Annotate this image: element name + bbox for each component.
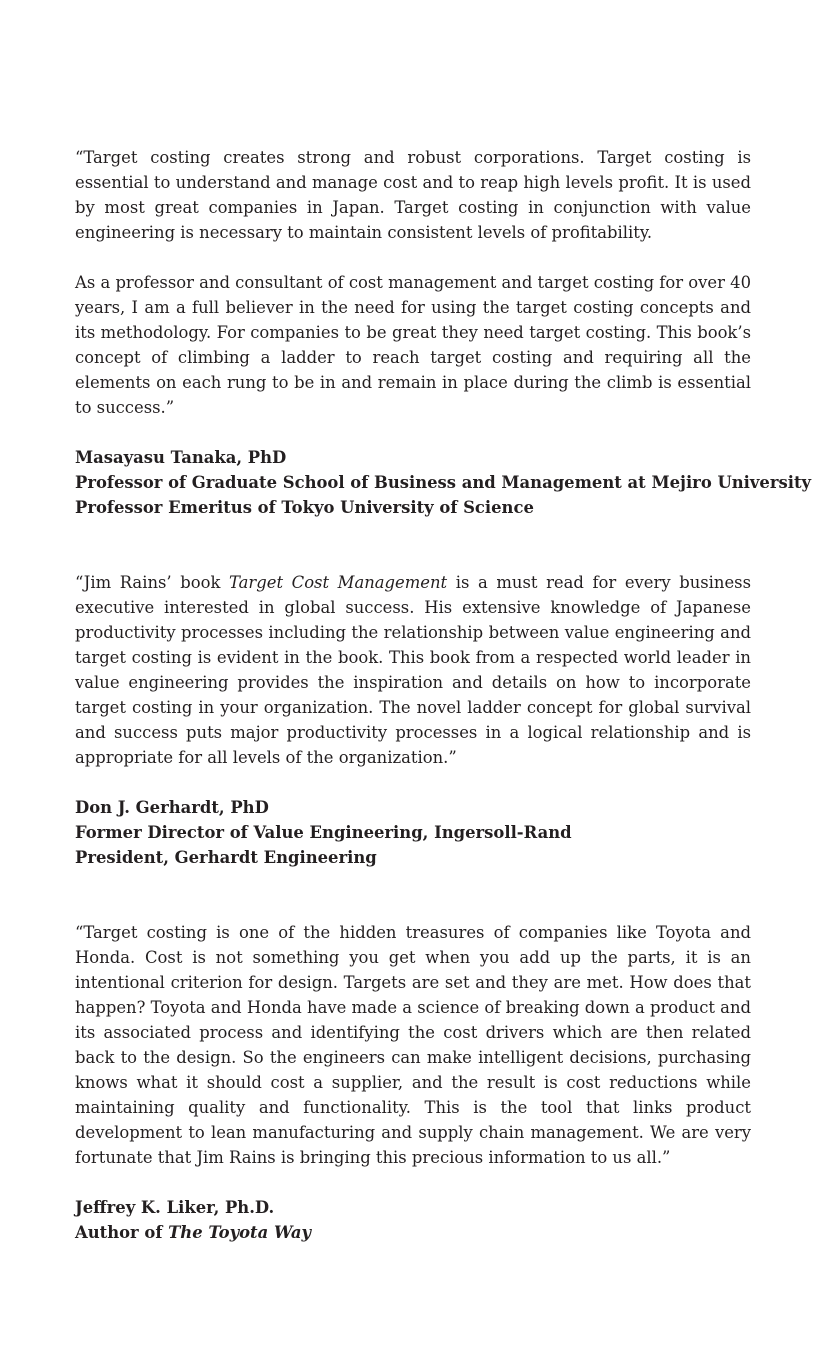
endorser-title: Professor of Graduate School of Business and Management at Mejiro University bbox=[75, 473, 812, 492]
endorser-name: Jeffrey K. Liker, Ph.D. bbox=[75, 1198, 275, 1217]
endorser-title bbox=[75, 1220, 751, 1245]
endorser-name: Masayasu Tanaka, PhD bbox=[75, 448, 287, 467]
endorsement-liker bbox=[75, 920, 751, 1245]
book-title: Target Cost Management bbox=[229, 573, 448, 592]
title-text: Author of bbox=[75, 1223, 169, 1242]
endorsement-quote-paragraph: “Target costing creates strong and robust corporations. Target costing is essential to understand and manage cost and to reap high levels profit. It is used by most great companies in Japan. Target costing in conjunction with value engineering is necessary to maintain consistent levels of profitability. bbox=[75, 148, 751, 242]
endorsement-attribution bbox=[75, 1195, 751, 1245]
endorsement-tanaka bbox=[75, 145, 812, 520]
endorser-name: Don J. Gerhardt, PhD bbox=[75, 798, 269, 817]
endorser-title: President, Gerhardt Engineering bbox=[75, 848, 377, 867]
endorsement-quote-paragraph: “Target costing is one of the hidden treasures of companies like Toyota and Honda. Cost is not something you get when you add up the parts, it is an intentional criterion for design. Targets are set and they are met. How does that happen? Toyota and Honda have made a science of breaking down a product and its associated process and identifying the cost drivers which are then related back to the design. So the engineers can make intelligent decisions, purchasing knows what it should cost a supplier, and the result is cost reductions while maintaining quality and functionality. This is the tool that links product development to lean manufacturing and supply chain management. We are very fortunate that Jim Rains is bringing this precious information to us all.” bbox=[75, 923, 751, 1167]
endorsements-page bbox=[75, 145, 812, 1245]
endorser-title: Former Director of Value Engineering, Ingersoll-Rand bbox=[75, 823, 572, 842]
quote-text: is a must read for every business executive interested in global success. His extensive knowledge of Japanese productivity processes including the relationship between value engineering and target costing is evident in the book. This book from a respected world leader in value engineering provides the inspiration and details on how to incorporate target costing in your organization. The novel ladder concept for global survival and success puts major productivity processes in a logical relationship and is appropriate for all levels of the organization.” bbox=[75, 573, 751, 767]
endorsement-attribution bbox=[75, 795, 751, 870]
endorser-title: Professor Emeritus of Tokyo University of Science bbox=[75, 498, 534, 517]
endorsement-attribution bbox=[75, 445, 812, 520]
endorsement-quote-paragraph bbox=[75, 570, 751, 770]
endorsement-gerhardt bbox=[75, 570, 751, 870]
endorsement-quote-paragraph: As a professor and consultant of cost management and target costing for over 40 years, I am a full believer in the need for using the target costing concepts and its methodology. For companies to be great they need target costing. This book’s concept of climbing a ladder to reach target costing and requiring all the elements on each rung to be in and remain in place during the climb is essential to success.” bbox=[75, 273, 751, 417]
quote-text: “Jim Rains’ book bbox=[75, 573, 229, 592]
book-title: The Toyota Way bbox=[168, 1223, 312, 1242]
